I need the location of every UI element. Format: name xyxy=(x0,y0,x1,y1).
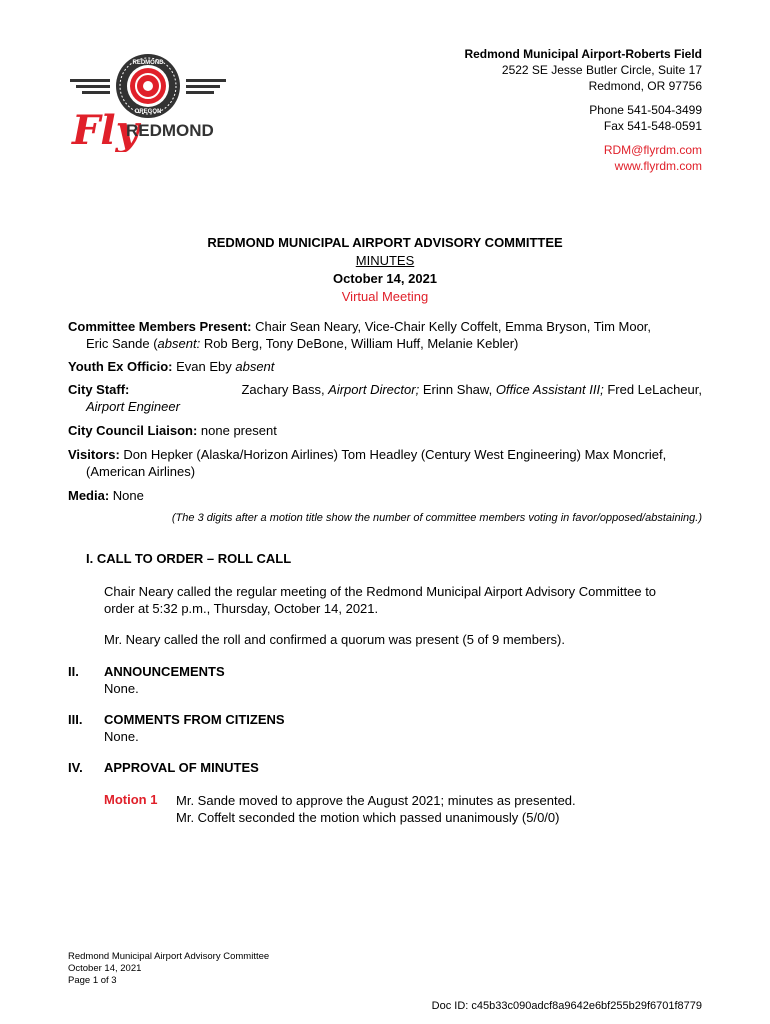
section-2-body: None. xyxy=(104,681,139,696)
section-1-p1-line2: order at 5:32 p.m., Thursday, October 14, 2021. xyxy=(104,601,379,616)
media-value: None xyxy=(109,488,144,503)
staff-name-2: Erinn Shaw, xyxy=(419,382,496,397)
city-staff-label: City Staff: xyxy=(68,382,130,397)
visitors-line1: Don Hepker (Alaska/Horizon Airlines) Tom Headley (Century West Engineering) Max Moncrief, xyxy=(119,447,667,462)
visitors-line2: (American Airlines) xyxy=(86,464,196,479)
youth-ex-officio xyxy=(68,358,702,375)
section-3-body: None. xyxy=(104,729,139,744)
fax-number: Fax 541-548-0591 xyxy=(603,119,702,133)
staff-title-2: Office Assistant III; xyxy=(495,382,604,397)
section-1-title: CALL TO ORDER – ROLL CALL xyxy=(96,551,292,566)
motion-1-line2: Mr. Coffelt seconded the motion which passed unanimously (5/0/0) xyxy=(176,810,560,825)
address-line-1: 2522 SE Jesse Butler Circle, Suite 17 xyxy=(501,63,702,77)
media-label: Media: xyxy=(68,488,110,503)
members-present xyxy=(68,318,702,352)
phone-number: Phone 541-504-3499 xyxy=(589,103,702,117)
motion-1-text xyxy=(176,792,576,826)
section-2-number: II. xyxy=(68,664,79,679)
svg-text:REDMOND: REDMOND xyxy=(126,121,214,140)
section-3 xyxy=(104,711,285,745)
section-1-paragraph-2: Mr. Neary called the roll and confirmed a quorum was present (5 of 9 members). xyxy=(104,632,565,647)
section-2-title: ANNOUNCEMENTS xyxy=(104,664,225,679)
staff-name-1: Zachary Bass, xyxy=(241,382,329,397)
svg-text:Fly: Fly xyxy=(72,107,139,152)
section-3-number: III. xyxy=(68,712,83,727)
section-1-heading xyxy=(86,550,291,567)
email-link[interactable]: RDM@flyrdm.com xyxy=(603,143,702,157)
visitors-label: Visitors: xyxy=(68,447,120,462)
fly-redmond-logo xyxy=(68,52,228,152)
section-2 xyxy=(104,663,225,697)
footer-committee: Redmond Municipal Airport Advisory Committee xyxy=(68,951,270,962)
staff-name-3: Fred LeLacheur, xyxy=(603,382,702,397)
footer-page-number: Page 1 of 3 xyxy=(68,975,117,986)
meeting-type: Virtual Meeting xyxy=(341,289,429,304)
section-4-title: APPROVAL OF MINUTES xyxy=(104,760,259,775)
city-staff xyxy=(68,381,702,415)
address-line-2: Redmond, OR 97756 xyxy=(588,79,702,93)
svg-text:OREGON: OREGON xyxy=(134,109,162,115)
contact-info xyxy=(464,46,702,174)
council-value: none present xyxy=(197,423,277,438)
committee-title: REDMOND MUNICIPAL AIRPORT ADVISORY COMMITTEE xyxy=(207,235,563,250)
absent-members: Rob Berg, Tony DeBone, William Huff, Melanie Kebler) xyxy=(200,336,519,351)
minutes-heading: MINUTES xyxy=(355,253,415,268)
youth-name: Evan Eby xyxy=(172,359,236,374)
organization-name: Redmond Municipal Airport-Roberts Field xyxy=(464,47,702,61)
page-footer xyxy=(68,951,269,987)
members-list-line1: Chair Sean Neary, Vice-Chair Kelly Coffelt, Emma Bryson, Tim Moor, xyxy=(251,319,652,334)
absent-label: absent: xyxy=(157,336,201,351)
council-label: City Council Liaison: xyxy=(68,423,198,438)
section-1-p1-line1: Chair Neary called the regular meeting of the Redmond Municipal Airport Advisory Committee to xyxy=(104,584,657,599)
youth-label: Youth Ex Officio: xyxy=(68,359,173,374)
motion-1-label: Motion 1 xyxy=(104,792,158,807)
svg-text:REDMOND: REDMOND xyxy=(132,60,164,66)
staff-title-1: Airport Director; xyxy=(328,382,420,397)
members-list-line2: Eric Sande ( xyxy=(86,336,158,351)
motion-1-line1: Mr. Sande moved to approve the August 2021; minutes as presented. xyxy=(176,793,576,808)
meeting-date: October 14, 2021 xyxy=(332,271,438,286)
section-3-title: COMMENTS FROM CITIZENS xyxy=(104,712,285,727)
section-4-number: IV. xyxy=(68,760,83,775)
members-label: Committee Members Present: xyxy=(68,319,252,334)
footer-date: October 14, 2021 xyxy=(68,963,142,974)
website-link[interactable]: www.flyrdm.com xyxy=(614,159,702,173)
staff-title-3: Airport Engineer xyxy=(86,399,180,414)
section-1-paragraph-1 xyxy=(104,583,704,617)
city-council-liaison xyxy=(68,422,702,439)
vote-count-note: (The 3 digits after a motion title show the number of committee members voting in favor/opposed/abstaining.) xyxy=(171,512,702,524)
visitors xyxy=(68,446,702,480)
document-title-block xyxy=(0,234,770,306)
media xyxy=(68,487,702,504)
section-1-number: I. xyxy=(86,551,94,566)
document-id: Doc ID: c45b33c090adcf8a9642e6bf255b29f6701f8779 xyxy=(431,1000,702,1012)
youth-status: absent xyxy=(235,359,275,374)
